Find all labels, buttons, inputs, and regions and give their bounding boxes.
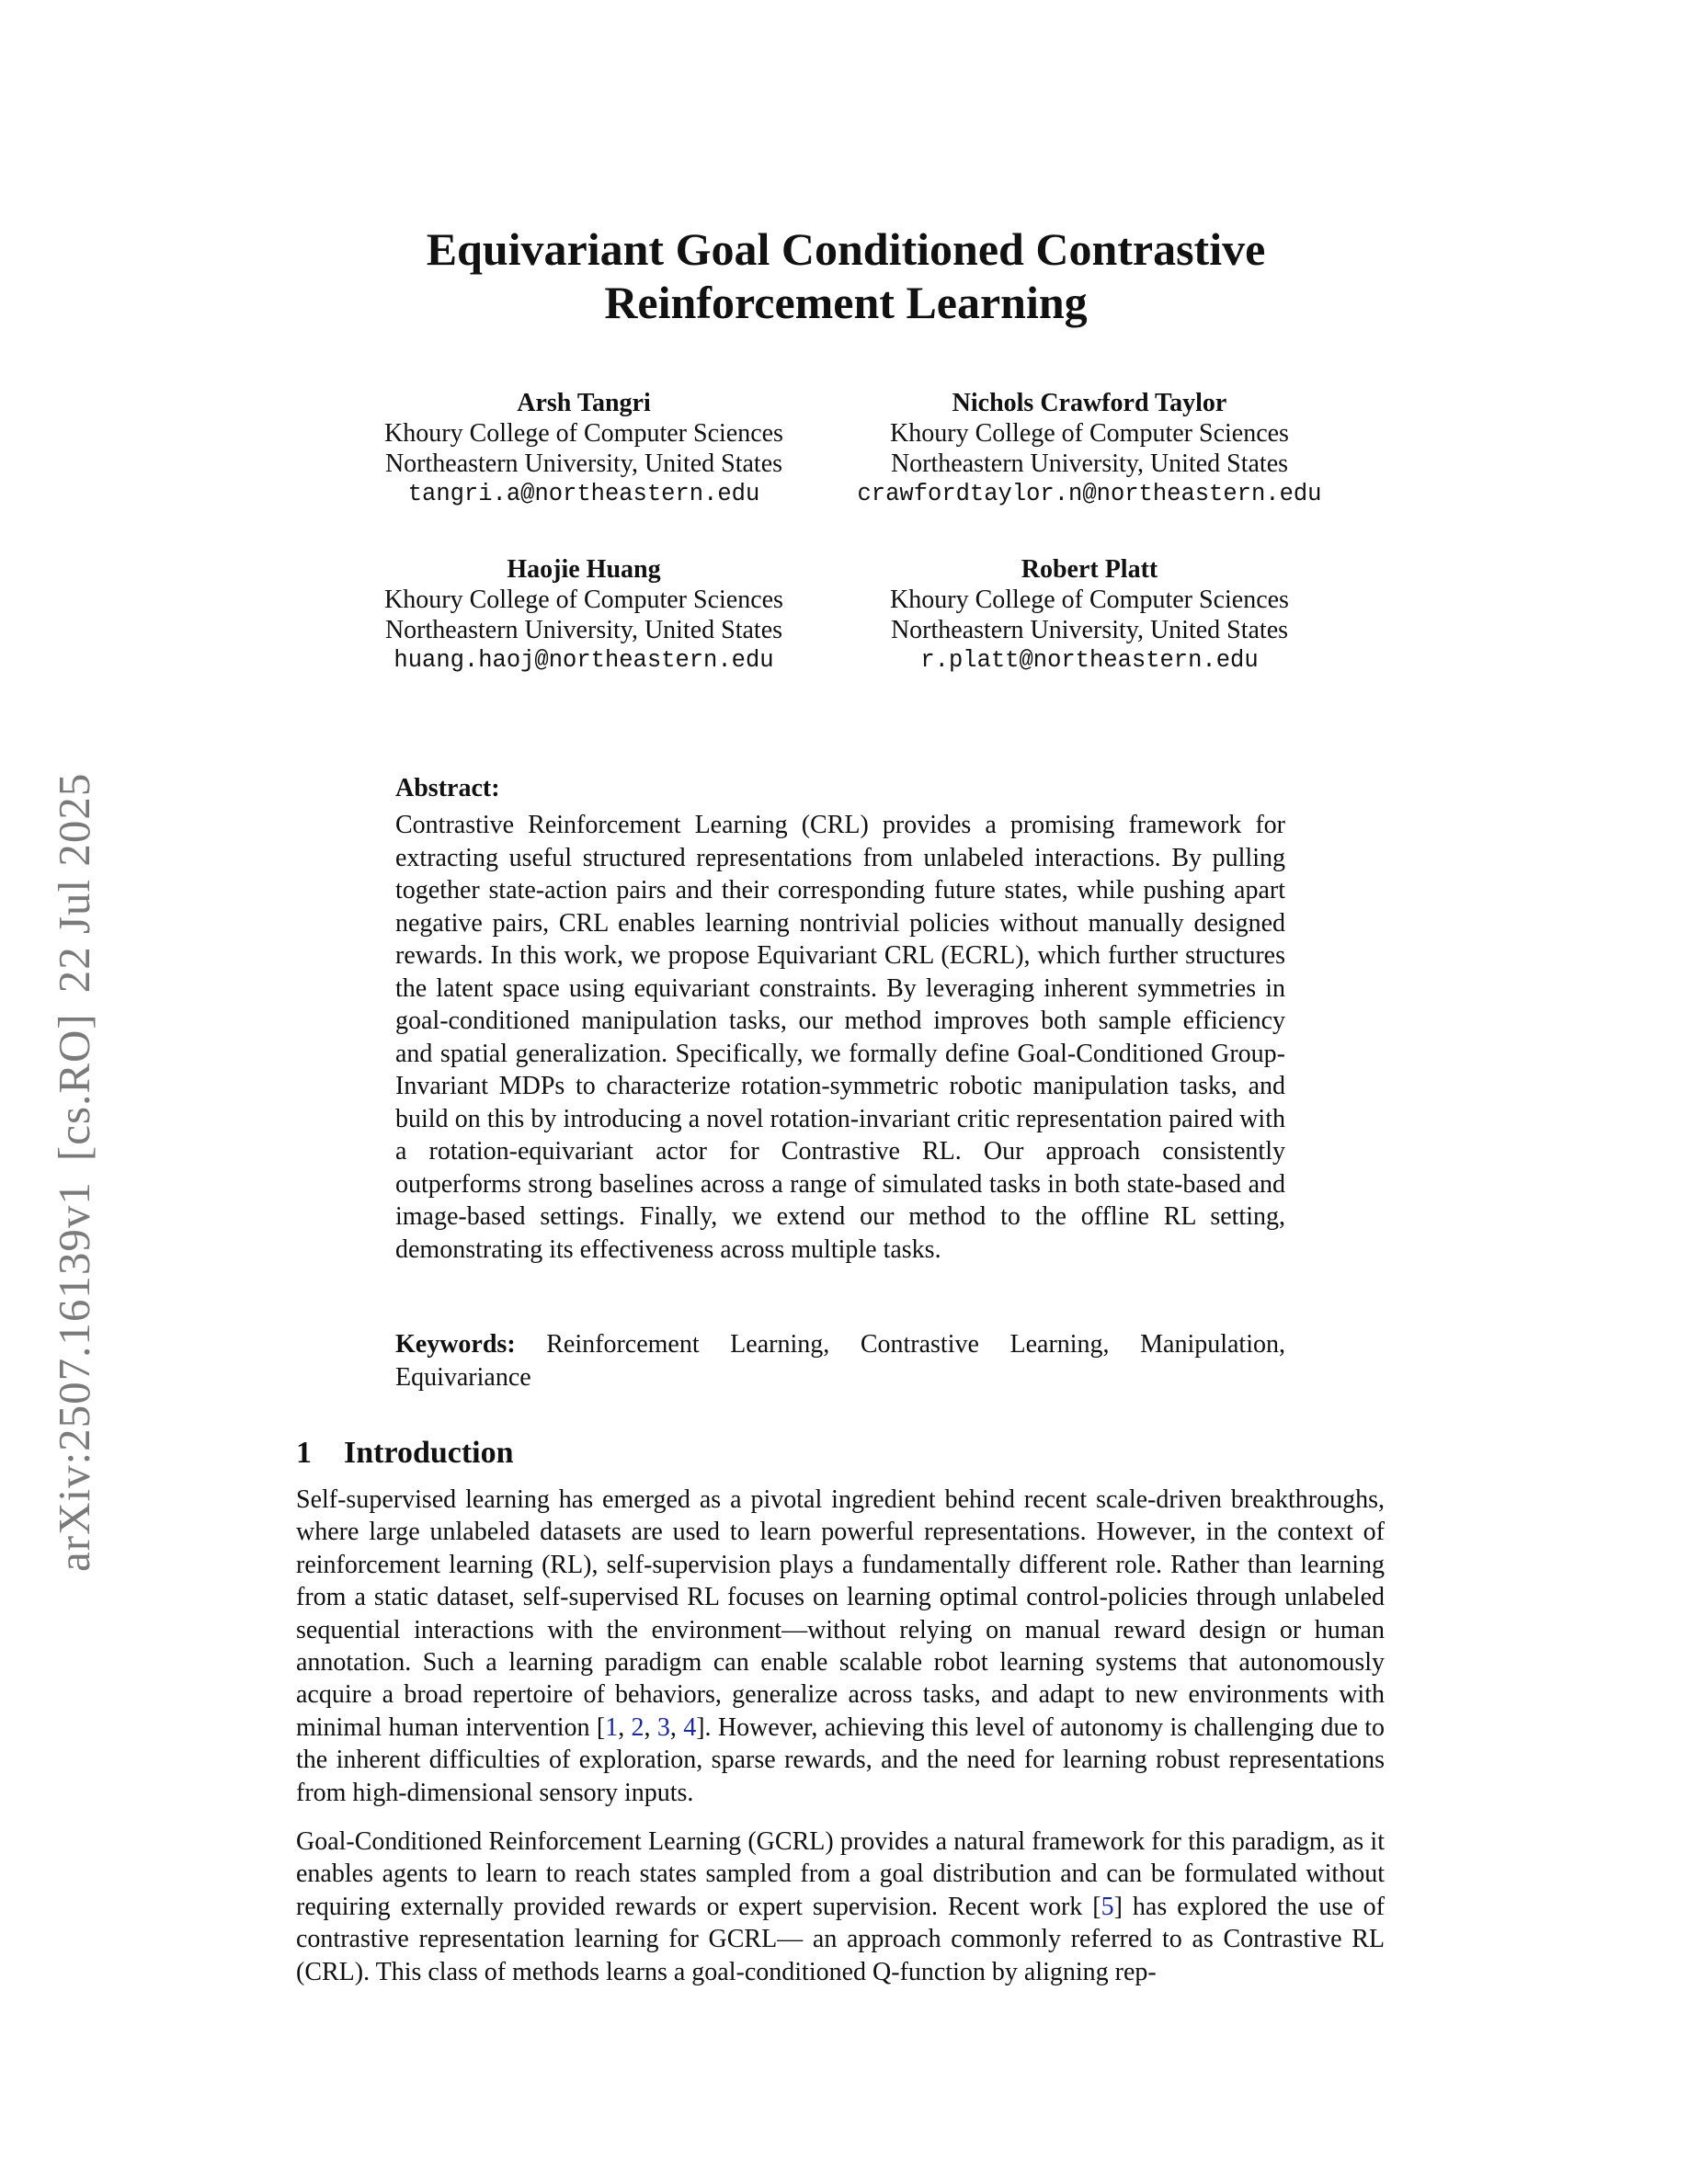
arxiv-identifier bbox=[48, 616, 99, 1572]
keywords-label: Keywords: bbox=[395, 1330, 516, 1359]
title-line-2: Reinforcement Learning bbox=[604, 277, 1088, 328]
author-email[interactable]: huang.haoj@northeastern.edu bbox=[393, 647, 774, 674]
citation-link[interactable]: 3 bbox=[656, 1712, 670, 1742]
keywords bbox=[395, 1328, 1285, 1393]
arxiv-category: [cs.RO] bbox=[49, 1013, 99, 1162]
author-block bbox=[804, 388, 1374, 509]
section-number: 1 bbox=[296, 1436, 312, 1470]
paper-title bbox=[294, 222, 1397, 329]
author-name: Nichols Crawford Taylor bbox=[952, 389, 1227, 417]
keywords-text: Reinforcement Learning, Contrastive Learning, Manipulation, Equivariance bbox=[395, 1330, 1285, 1392]
arxiv-id: arXiv:2507.16139v1 bbox=[49, 1181, 99, 1572]
author-university: Northeastern University, United States bbox=[890, 616, 1289, 644]
section-heading bbox=[296, 1436, 514, 1471]
author-name: Robert Platt bbox=[1021, 555, 1158, 584]
author-affiliation: Khoury College of Computer Sciences bbox=[384, 419, 783, 448]
author-name: Arsh Tangri bbox=[517, 389, 651, 417]
abstract-text: Contrastive Reinforcement Learning (CRL) provides a promising framework for extracting useful structured representations from unlabeled interactions. By pulling together state-action pairs and their corresponding future states, while pushing apart negative pairs, CRL enables learning nontrivial policies without manually designed rewards. In this work, we propose Equivariant CRL (ECRL), which further structures the latent space using equivariant constraints. By leveraging inherent symmetries in goal-conditioned manipulation tasks, our method improves both sample efficiency and spatial generalization. Specifically, we formally define Goal-Conditioned Group-Invariant MDPs to characterize rotation-symmetric robotic manipulation tasks, and build on this by introducing a novel rotation-invariant critic representation paired with a rotation-equivariant actor for Contrastive RL. Our approach consistently outperforms strong baselines across a range of simulated tasks in both state-based and image-based settings. Finally, we extend our method to the offline RL setting, demonstrating its effectiveness across multiple tasks. bbox=[395, 811, 1285, 1264]
citation-link[interactable]: 2 bbox=[631, 1712, 644, 1742]
section-title: Introduction bbox=[344, 1436, 514, 1470]
author-email[interactable]: r.platt@northeastern.edu bbox=[920, 647, 1259, 674]
author-block bbox=[804, 554, 1374, 676]
title-line-1: Equivariant Goal Conditioned Contrastive bbox=[426, 223, 1266, 275]
citation-link[interactable]: 4 bbox=[683, 1712, 697, 1742]
author-name: Haojie Huang bbox=[507, 555, 661, 584]
author-university: Northeastern University, United States bbox=[890, 449, 1289, 478]
author-university: Northeastern University, United States bbox=[384, 449, 783, 478]
author-affiliation: Khoury College of Computer Sciences bbox=[890, 586, 1289, 614]
author-block bbox=[299, 388, 869, 509]
intro-paragraph-1: Self-supervised learning has emerged as a pivotal ingredient behind recent scale-driven breakthroughs, where large unlabeled datasets are used to learn powerful representations. However, in the context of reinforcement learning (RL), self-supervision plays a fundamentally different role. Rather than learning from a static dataset, self-supervised RL focuses on learning optimal control-policies through unlabeled sequential interactions with the environment—without relying on manual reward design or human annotation. Such a learning paradigm can enable scalable robot learning systems that autonomously acquire a broad repertoire of behaviors, generalize across tasks, and adapt to new environments with minimal human intervention [1, 2, 3, 4]. However, achieving this level of autonomy is challenging due to the inherent difficulties of exploration, sparse rewards, and the need for learning robust representations from high-dimensional sensory inputs. bbox=[296, 1485, 1385, 1807]
paragraph-text: Goal-Conditioned Reinforcement Learning (GCRL) provides a natural framework for this paradigm, as it enables agents to learn to reach states sampled from a goal distribution and can be formulated without requiring externally provided rewards or expert supervision. Recent work [ bbox=[296, 1827, 1385, 1921]
author-email[interactable]: crawfordtaylor.n@northeastern.edu bbox=[857, 481, 1322, 507]
author-block bbox=[299, 554, 869, 676]
paragraph-text: Self-supervised learning has emerged as a pivotal ingredient behind recent scale-driven breakthroughs, where large unlabeled datasets are used to learn powerful representations. However, in the context of reinforcement learning (RL), self-supervision plays a fundamentally different role. Rather than learning from a static dataset, self-supervised RL focuses on learning optimal control-policies through unlabeled sequential interactions with the environment—without relying on manual reward design or human annotation. Such a learning paradigm can enable scalable robot learning systems that autonomously acquire a broad repertoire of behaviors, generalize across tasks, and adapt to new environments with minimal human intervention [ bbox=[296, 1485, 1385, 1742]
author-university: Northeastern University, United States bbox=[384, 616, 783, 644]
intro-paragraph-2 bbox=[296, 1826, 1385, 1988]
author-email[interactable]: tangri.a@northeastern.edu bbox=[407, 481, 760, 507]
author-affiliation: Khoury College of Computer Sciences bbox=[890, 419, 1289, 448]
arxiv-date: 22 Jul 2025 bbox=[49, 772, 99, 994]
paragraph-text: ] has explored the use of contrastive representation learning for GCRL— an approach commonly referred to as Contrastive RL (CRL). This class of methods learns a goal-conditioned Q-function by aligning rep- bbox=[296, 1892, 1385, 1986]
author-affiliation: Khoury College of Computer Sciences bbox=[384, 586, 783, 614]
paragraph-text: ]. However, achieving this level of autonomy is challenging due to the inherent difficulties of exploration, sparse rewards, and the need for learning robust representations from high-dimensional sensory inputs. bbox=[296, 1712, 1385, 1807]
abstract-heading: Abstract: bbox=[395, 774, 500, 802]
citation-link[interactable]: 5 bbox=[1101, 1892, 1114, 1921]
citation-link[interactable]: 1 bbox=[605, 1712, 619, 1742]
